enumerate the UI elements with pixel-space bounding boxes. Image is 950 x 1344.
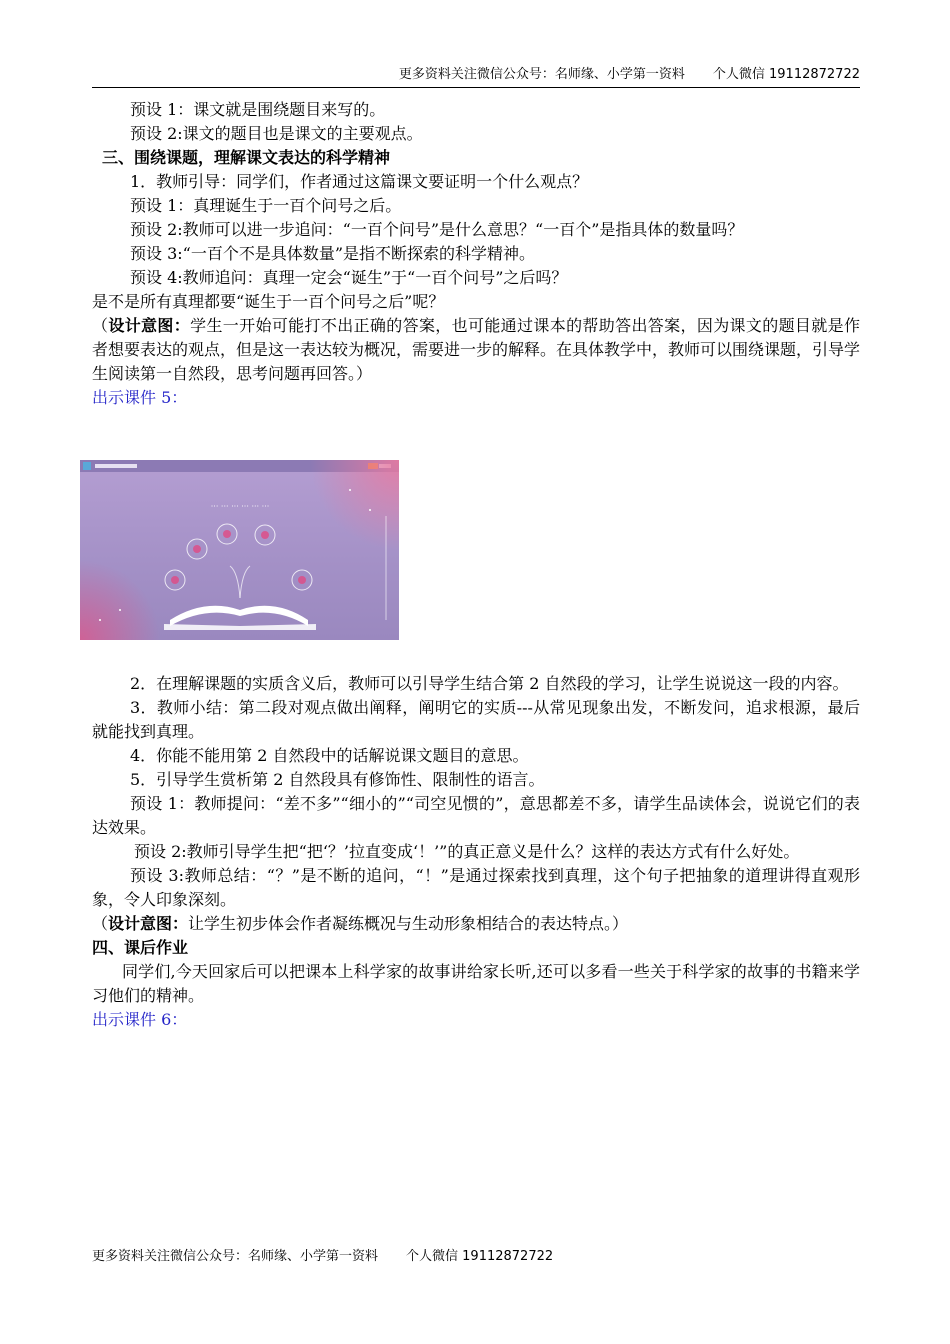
design-intent-label: 设计意图： xyxy=(108,316,191,335)
footer-personal-wechat: 个人微信 19112872722 xyxy=(406,1249,554,1264)
q1-preset-1: 预设 1：真理诞生于一百个问号之后。 xyxy=(130,196,402,215)
q1-preset-2: 预设 2:教师可以进一步追问：“一百个问号”是什么意思？“一百个”是指具体的数量吗？ xyxy=(130,220,744,239)
section-3-continued xyxy=(92,672,860,1032)
q1-preset-3: 预设 3:“一百个不是具体数量”是指不断探索的科学精神。 xyxy=(130,244,536,263)
q5-preset-2: 预设 2:教师引导学生把“把‘？’拉直变成‘！’”的真正意义是什么？这样的表达方式有什么好处。 xyxy=(134,842,800,861)
courseware-5-slide-image xyxy=(80,460,399,640)
design-intent-text: 学生一开始可能打不出正确的答案，也可能通过课本的帮助答出答案，因为课文的题目就是作者想要表达的观点，但是这一表达较为概况，需要进一步的解释。在具体教学中，教师可以围绕课题，引导学生阅读第一自然段，思考问题再回答。） xyxy=(92,316,861,383)
section-3-heading: 三、围绕课题，理解课文表达的科学精神 xyxy=(102,148,391,167)
slide-illustration xyxy=(80,460,399,640)
design-intent-label: 设计意图： xyxy=(108,914,189,933)
preset-1-text: 预设 1：课文就是围绕题目来写的。 xyxy=(130,100,386,119)
slide-title-decor: ··· ··· ··· ··· ··· ··· xyxy=(210,502,270,511)
header-wechat-public: 更多资料关注微信公众号：名师缘、小学第一资料 xyxy=(398,67,685,82)
page-header xyxy=(92,66,860,88)
q1-preset-4-cont: 是不是所有真理都要“诞生于一百个问号之后”呢？ xyxy=(92,292,445,311)
q5-preset-3: 预设 3:教师总结：“？”是不断的追问，“！”是通过探索找到真理，这个句子把抽象的道理讲得直观形象，令人印象深刻。 xyxy=(92,866,860,909)
question-4: 4．你能不能用第 2 自然段中的话解说课文题目的意思。 xyxy=(130,746,529,765)
question-1: 1．教师引导：同学们，作者通过这篇课文要证明一个什么观点？ xyxy=(130,172,589,191)
question-5: 5．引导学生赏析第 2 自然段具有修饰性、限制性的语言。 xyxy=(130,770,545,789)
homework-text: 同学们,今天回家后可以把课本上科学家的故事讲给家长听,还可以多看一些关于科学家的故事的书籍来学习他们的精神。 xyxy=(92,962,860,1005)
q5-preset-1: 预设 1：教师提问：“差不多”“细小的”“司空见惯的”，意思都差不多，请学生品读体会，说说它们的表达效果。 xyxy=(92,794,860,837)
q1-preset-4: 预设 4:教师追问：真理一定会“诞生”于“一百个问号”之后吗？ xyxy=(130,268,568,287)
header-personal-wechat: 个人微信 19112872722 xyxy=(712,67,860,82)
question-2: 2．在理解课题的实质含义后，教师可以引导学生结合第 2 自然段的学习，让学生说说这一段的内容。 xyxy=(130,674,849,693)
page-footer xyxy=(92,1248,553,1266)
courseware-6-label: 出示课件 6： xyxy=(92,1010,188,1029)
question-3: 3．教师小结：第二段对观点做出阐释，阐明它的实质---从常见现象出发，不断发问，追求根源，最后就能找到真理。 xyxy=(92,698,860,741)
courseware-5-label: 出示课件 5： xyxy=(92,388,188,407)
footer-wechat-public: 更多资料关注微信公众号：名师缘、小学第一资料 xyxy=(92,1249,379,1264)
preset-2-text: 预设 2:课文的题目也是课文的主要观点。 xyxy=(130,124,423,143)
design-intent-text: 让学生初步体会作者凝练概况与生动形象相结合的表达特点。） xyxy=(188,914,629,933)
section-preset-top xyxy=(92,98,860,410)
design-intent-2: （设计意图：让学生初步体会作者凝练概况与生动形象相结合的表达特点。） xyxy=(92,914,629,933)
design-intent-1: （设计意图：学生一开始可能打不出正确的答案，也可能通过课本的帮助答出答案，因为课文的题目就是作者想要表达的观点，但是这一表达较为概况，需要进一步的解释。在具体教学中，教师可以围绕课题，引导学生阅读第一自然段，思考问题再回答。） xyxy=(92,316,861,383)
section-4-heading: 四、课后作业 xyxy=(92,938,189,957)
